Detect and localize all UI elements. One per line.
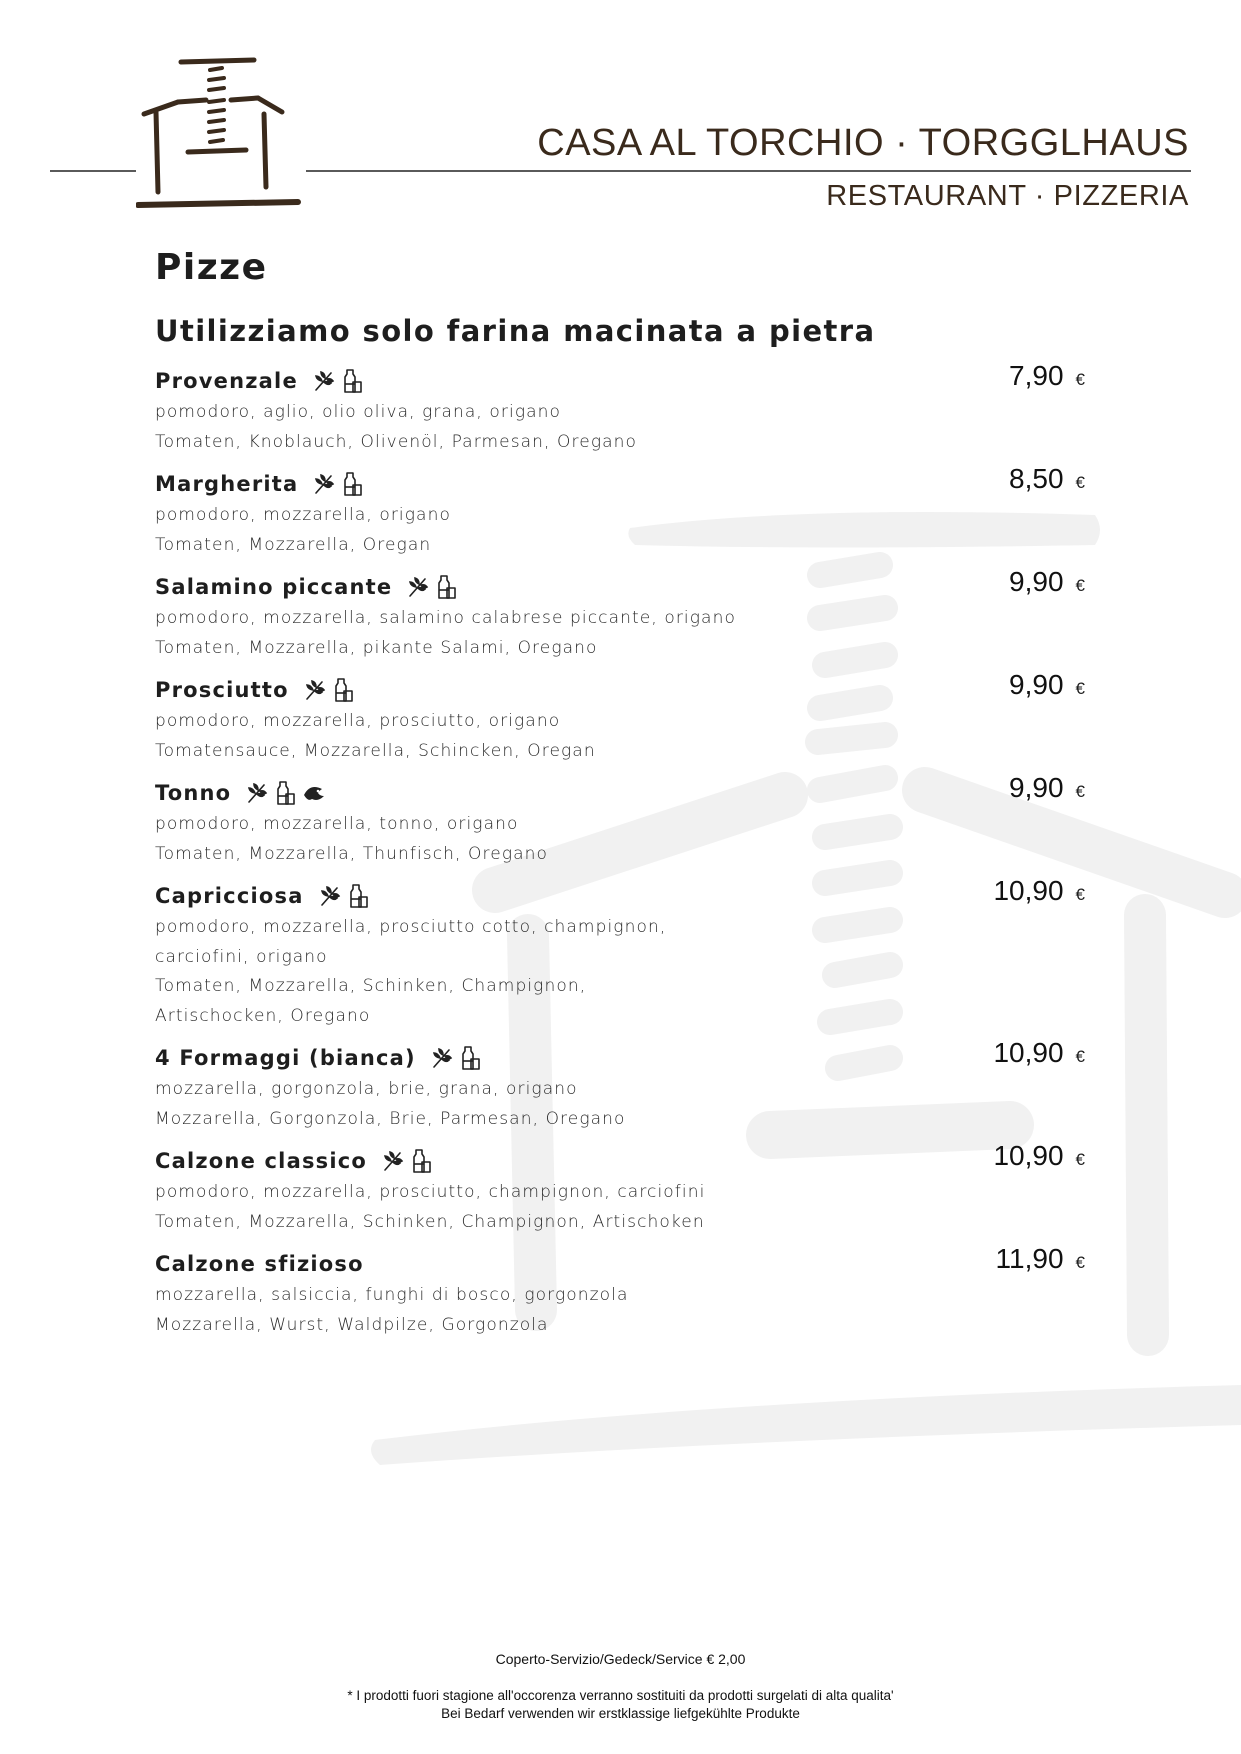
ingredients-line: Tomaten, Mozzarella, Thunfisch, Oregano [155,843,549,864]
service-charge-note: Coperto-Servizio/Gedeck/Service € 2,00 [495,1651,746,1667]
wheat-icon [312,369,336,393]
ingredients-line: Tomaten, Mozzarella, pikante Salami, Oregano [155,637,598,658]
ingredients-line: carciofini, origano [155,946,328,967]
price-value: 7,90 [1009,360,1064,391]
menu-item [155,463,1085,560]
ingredients-line: Artischocken, Oregano [155,1005,371,1026]
price-currency: € [1075,679,1085,698]
allergen-icons [312,368,363,394]
menu-item-header [155,1243,1085,1281]
price-currency: € [1075,1150,1085,1169]
pizza-name: Prosciutto [155,678,289,702]
pizza-name: Calzone classico [155,1149,368,1173]
price-value: 9,90 [1009,772,1064,803]
wheat-icon [406,575,430,599]
price [1009,463,1085,495]
menu-item [155,1140,1085,1237]
fish-icon [301,781,327,805]
menu-item-header [155,566,1085,604]
allergen-icons [312,471,363,497]
brand-title: CASA AL TORCHIO · TORGGLHAUS [525,122,1189,165]
price-currency: € [1075,782,1085,801]
ingredients-line: Tomaten, Mozzarella, Schinken, Champignon, Artischoken [155,1211,705,1232]
price-value: 9,90 [1009,566,1064,597]
menu-item-header [155,1140,1085,1178]
wheat-icon [381,1149,405,1173]
pizza-name: Calzone sfizioso [155,1252,364,1276]
frozen-products-note-it: * I prodotti fuori stagione all'occorenza verranno sostituiti da prodotti surgelati di alta qualita' [347,1688,894,1703]
price-currency: € [1075,370,1085,389]
frozen-products-note-de: Bei Bedarf verwenden wir erstklassige liefgekühlte Produkte [441,1706,800,1721]
menu-item-header [155,772,1085,810]
milk-icon [410,1148,432,1174]
milk-icon [332,677,354,703]
brand-subtitle: RESTAURANT · PIZZERIA [826,180,1189,212]
price-currency: € [1075,1253,1085,1272]
menu-item [155,1037,1085,1134]
ingredients-line: Tomaten, Mozzarella, Oregan [155,534,432,555]
menu-item [155,360,1085,457]
ingredients-line: Mozzarella, Wurst, Waldpilze, Gorgonzola [155,1314,549,1335]
pizza-name: Provenzale [155,369,298,393]
wheat-icon [303,678,327,702]
allergen-icons [406,574,457,600]
price [1009,360,1085,392]
price [993,1140,1085,1172]
price [1009,772,1085,804]
ingredients-line: mozzarella, salsiccia, funghi di bosco, gorgonzola [155,1285,629,1305]
section-subtitle: Utilizziamo solo farina macinata a pietra [155,314,876,348]
ingredients-line: Tomatensauce, Mozzarella, Schincken, Oregan [155,740,596,761]
milk-icon [274,780,296,806]
price-value: 11,90 [995,1243,1064,1274]
ingredients-line: Tomaten, Mozzarella, Schinken, Champignon, [155,976,587,996]
price [1009,566,1085,598]
ingredients-line: pomodoro, mozzarella, prosciutto, origano [155,711,561,731]
price [993,875,1085,907]
price-currency: € [1075,473,1085,492]
wine-press-house-logo [136,52,306,217]
menu-item [155,772,1085,869]
menu-item [155,669,1085,766]
menu-item-header [155,669,1085,707]
menu-item-header [155,463,1085,501]
menu-item-header [155,875,1085,913]
price-value: 10,90 [993,1037,1064,1068]
pizza-name: Capricciosa [155,884,304,908]
allergen-icons [303,677,354,703]
ingredients-line: pomodoro, mozzarella, tonno, origano [155,814,519,834]
milk-icon [341,368,363,394]
pizza-name: 4 Formaggi (bianca) [155,1046,416,1070]
milk-icon [347,883,369,909]
price-value: 9,90 [1009,669,1064,700]
price [996,1243,1085,1275]
price [1009,669,1085,701]
price-currency: € [1075,1047,1085,1066]
pizza-name: Tonno [155,781,232,805]
ingredients-line: pomodoro, aglio, olio oliva, grana, origano [155,402,562,422]
menu-item [155,566,1085,663]
allergen-icons [381,1148,432,1174]
ingredients-line: pomodoro, mozzarella, origano [155,505,451,525]
menu-content [155,240,1085,1340]
price-value: 10,90 [993,1140,1064,1171]
price-currency: € [1075,885,1085,904]
price [993,1037,1085,1069]
allergen-icons [318,883,369,909]
milk-icon [435,574,457,600]
wheat-icon [318,884,342,908]
ingredients-line: Mozzarella, Gorgonzola, Brie, Parmesan, Oregano [155,1108,626,1129]
allergen-icons [430,1045,481,1071]
menu-item-header [155,360,1085,398]
pizza-name: Salamino piccante [155,575,393,599]
ingredients-line: pomodoro, mozzarella, prosciutto cotto, champignon, [155,917,667,937]
ingredients-line: pomodoro, mozzarella, salamino calabrese piccante, origano [155,608,736,628]
ingredients-line: mozzarella, gorgonzola, brie, grana, origano [155,1079,578,1099]
section-title: Pizze [155,247,268,288]
price-value: 8,50 [1009,463,1064,494]
allergen-icons [245,780,327,806]
menu-item-header [155,1037,1085,1075]
price-value: 10,90 [993,875,1064,906]
wheat-icon [312,472,336,496]
ingredients-line: pomodoro, mozzarella, prosciutto, champignon, carciofini [155,1182,706,1202]
price-currency: € [1075,576,1085,595]
menu-item [155,875,1085,1031]
milk-icon [459,1045,481,1071]
menu-item [155,1243,1085,1340]
ingredients-line: Tomaten, Knoblauch, Olivenöl, Parmesan, Oregano [155,431,638,452]
menu-items-list [155,360,1085,1340]
wheat-icon [430,1046,454,1070]
pizza-name: Margherita [155,472,299,496]
milk-icon [341,471,363,497]
wheat-icon [245,781,269,805]
